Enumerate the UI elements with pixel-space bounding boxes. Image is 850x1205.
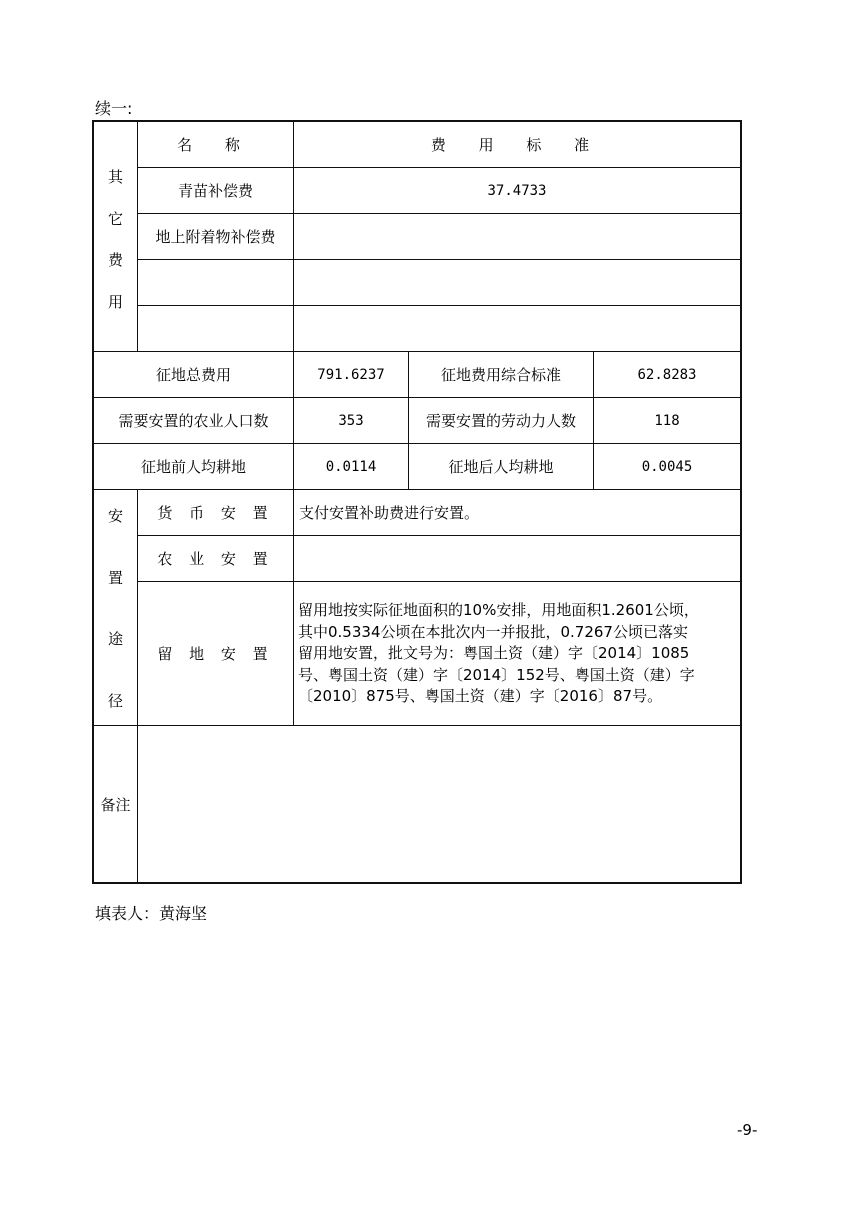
description-line: 留用地按实际征地面积的10%安排，用地面积1.2601公顷， — [298, 601, 699, 619]
column-header-standard: 费 用 标 准 — [430, 135, 604, 154]
fee-value-cell: 37.4733 — [487, 182, 547, 199]
summary-label-labor-count: 需要安置的劳动力人数 — [425, 412, 576, 430]
page-number: -9- — [737, 1121, 758, 1139]
land-retention-description — [298, 600, 738, 708]
column-header-name: 名 称 — [177, 135, 254, 154]
summary-value-composite-standard: 62.8283 — [637, 366, 697, 383]
fee-value-cell — [294, 214, 740, 259]
description-line: 留用地安置，批文号为：粤国土资（建）字〔2014〕1085 — [298, 644, 690, 662]
summary-label-total-fee: 征地总费用 — [155, 366, 231, 384]
summary-label-land-before: 征地前人均耕地 — [140, 458, 246, 476]
summary-label-composite-standard: 征地费用综合标准 — [440, 366, 561, 384]
summary-value-labor-count: 118 — [654, 412, 680, 429]
monetary-resettlement-value: 支付安置补助费进行安置。 — [299, 504, 480, 522]
section-char: 途 — [107, 630, 123, 649]
summary-label-agri-population: 需要安置的农业人口数 — [118, 412, 269, 430]
remarks-label: 备注 — [100, 795, 131, 814]
section-char: 用 — [107, 292, 123, 311]
description-line: 〔2010〕875号、粤国土资（建）字〔2016〕87号。 — [298, 687, 663, 705]
description-line: 其中0.5334公顷在本批次内一并报批，0.7267公顷已落实 — [298, 622, 688, 641]
fee-name-cell — [138, 260, 293, 305]
form-filler: 填表人：黄海坚 — [95, 904, 208, 923]
fee-value-cell — [294, 260, 740, 305]
summary-value-agri-population: 353 — [338, 412, 364, 429]
continuation-heading: 续一: — [95, 99, 133, 118]
resettlement-section-label — [94, 505, 137, 711]
agricultural-resettlement-label: 农 业 安 置 — [157, 550, 274, 568]
section-char: 径 — [107, 691, 123, 710]
fee-name-cell: 地上附着物补偿费 — [155, 228, 276, 246]
fee-name-cell — [138, 306, 293, 351]
monetary-resettlement-label: 货 币 安 置 — [157, 504, 274, 522]
fee-value-cell — [294, 306, 740, 351]
summary-label-land-after: 征地后人均耕地 — [448, 458, 554, 476]
section-char: 费 — [107, 251, 123, 270]
land-retention-label: 留 地 安 置 — [157, 645, 274, 663]
summary-value-land-after: 0.0045 — [641, 458, 693, 475]
other-fees-section-label — [94, 166, 137, 312]
description-line: 号、粤国土资（建）字〔2014〕152号、粤国土资（建）字 — [298, 665, 695, 684]
agricultural-resettlement-value — [299, 536, 737, 581]
section-char: 其 — [107, 168, 123, 186]
summary-value-land-before: 0.0114 — [325, 458, 377, 475]
section-char: 置 — [107, 568, 123, 587]
section-char: 安 — [107, 507, 123, 525]
fee-name-cell: 青苗补偿费 — [177, 182, 253, 200]
section-char: 它 — [107, 209, 123, 228]
summary-value-total-fee: 791.6237 — [317, 366, 385, 383]
remarks-value — [142, 730, 736, 878]
